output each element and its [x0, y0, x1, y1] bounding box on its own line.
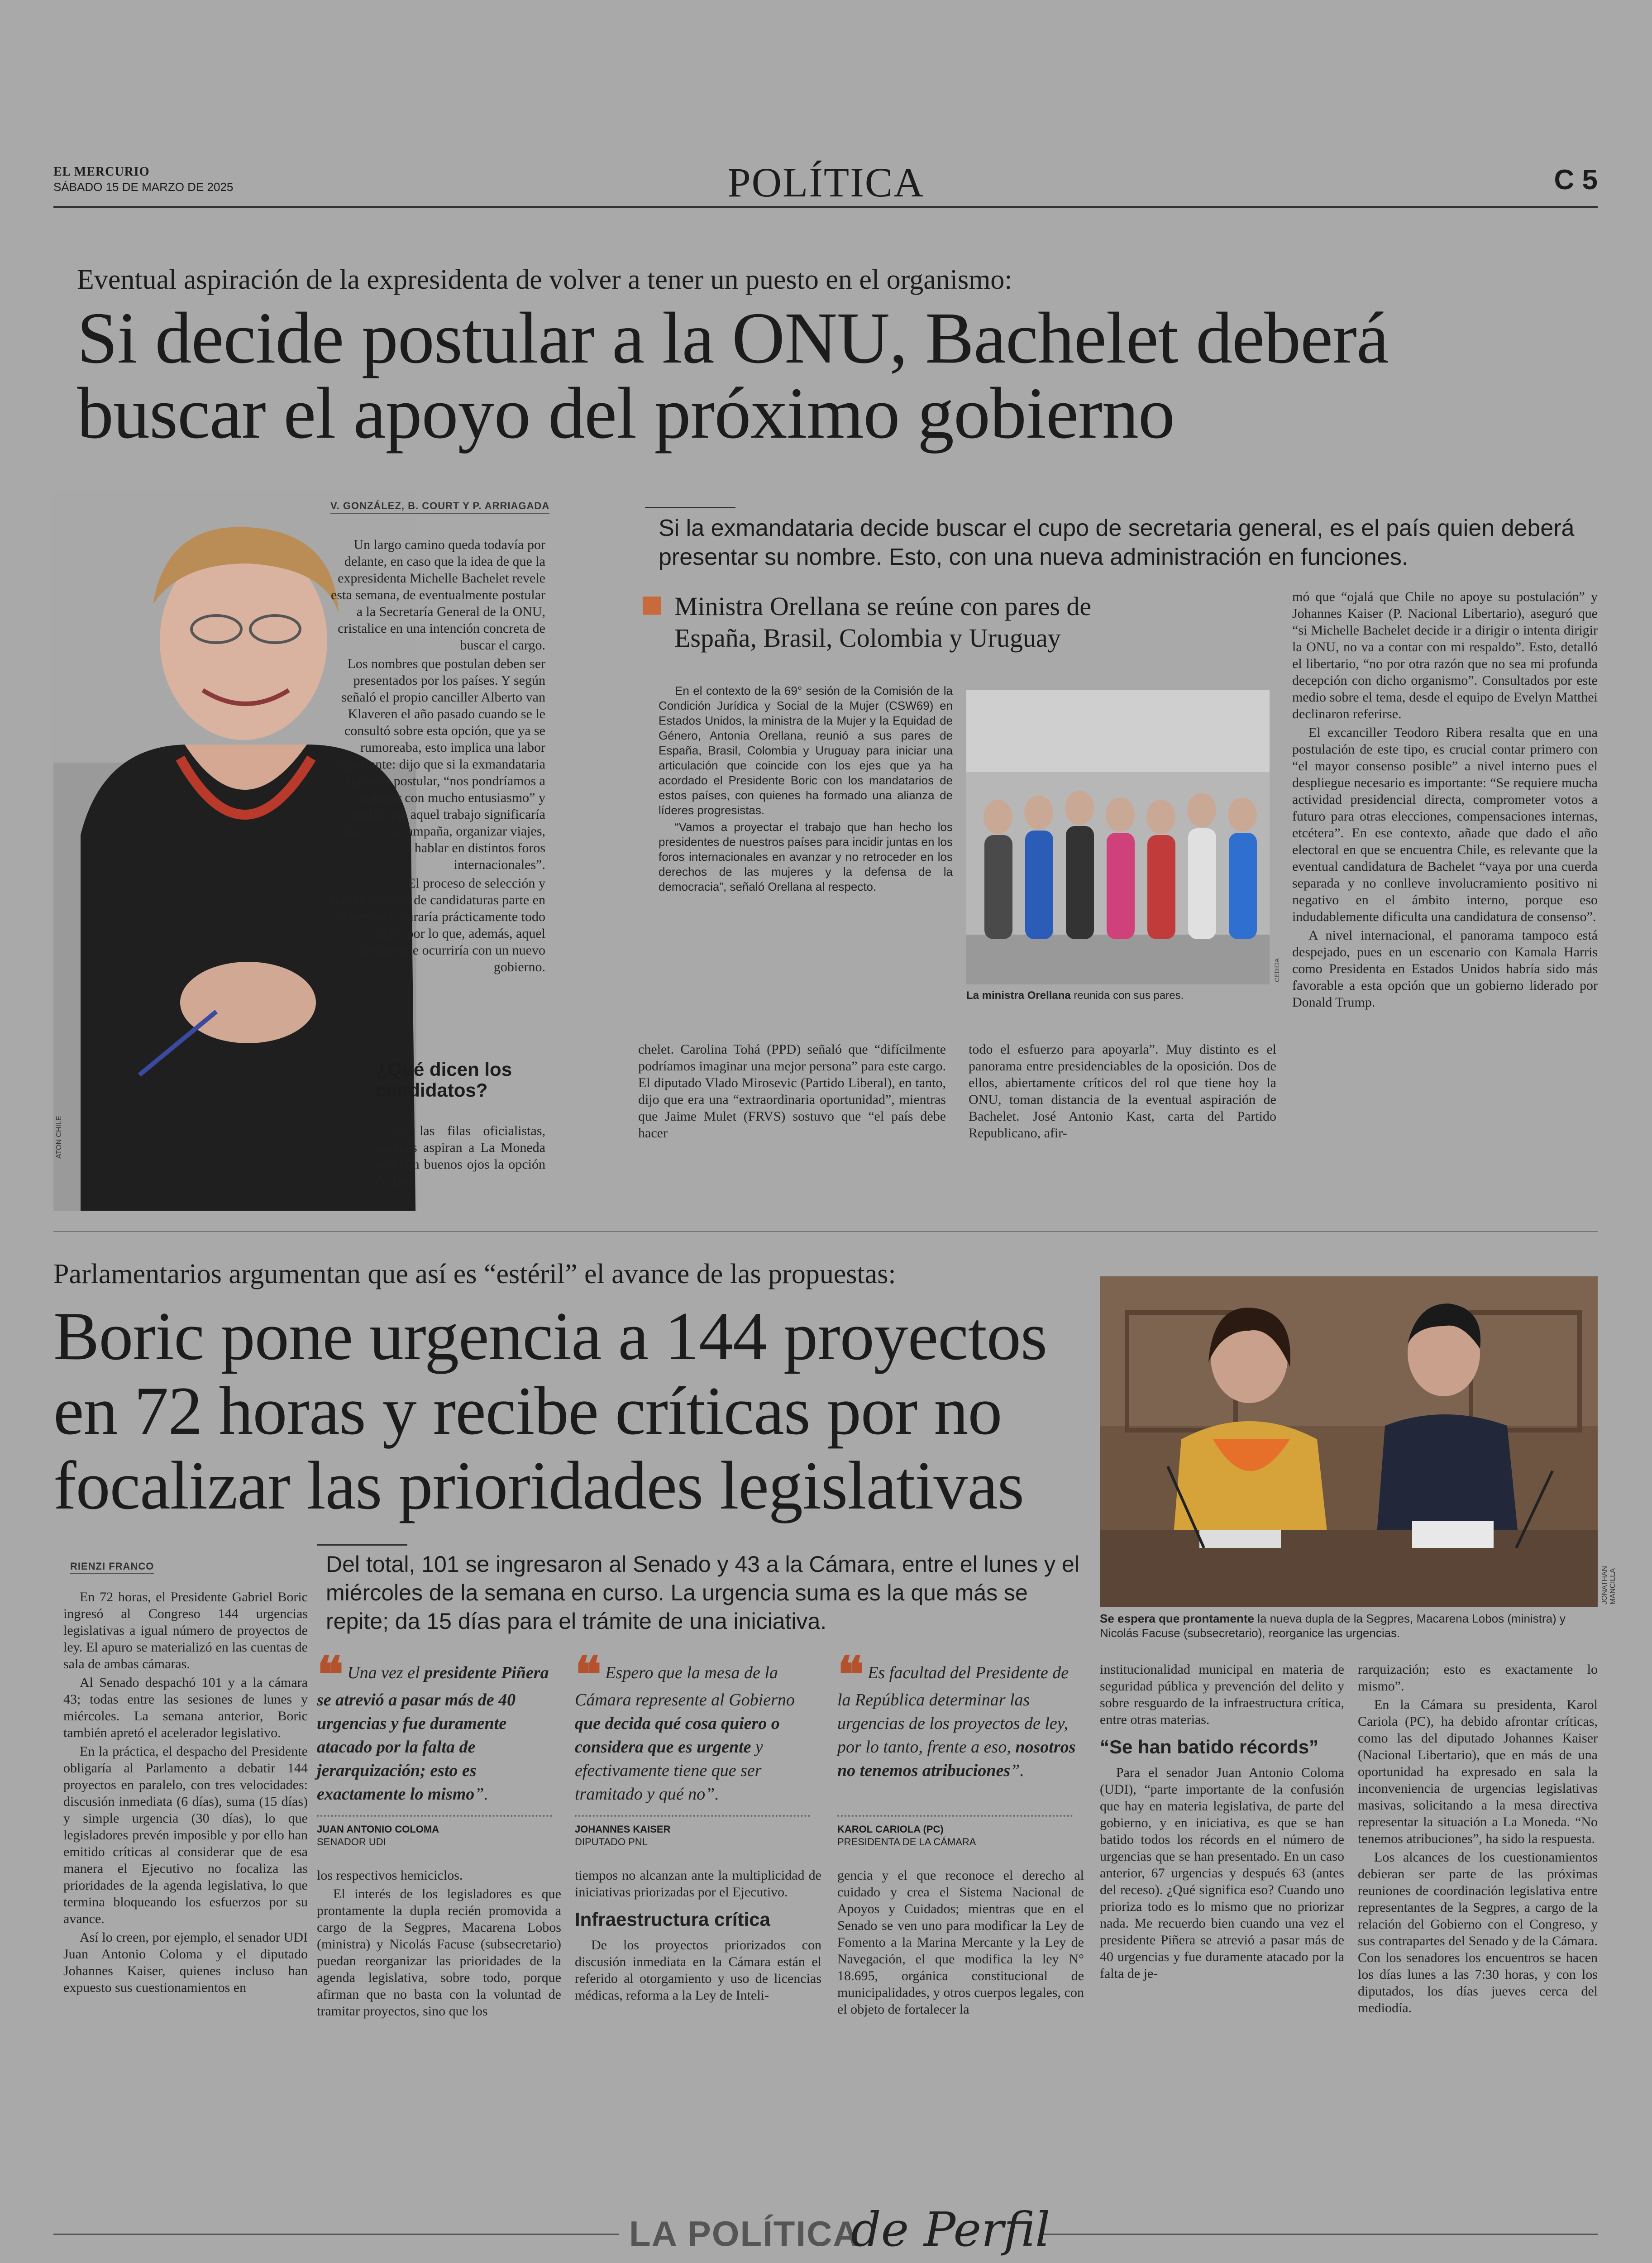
deck-rule	[645, 507, 735, 508]
segpres-caption-bold: Se espera que prontamente	[1100, 1612, 1254, 1625]
article2-col4-p: gencia y el que reconoce el derecho al cuidado y crea el Sistema Nacional de Apoyos y Cuidados; mientras que en el Senado se ven uno para modificar la Ley de Fomento a la Marina Mercante y la Ley de Navegación, el que modifica la ley N° 18.695, orgánica constitucional de municipalidades, y otros cuerpos legales, con el objeto de fortalecer la	[837, 1868, 1084, 2017]
orellana-caption	[966, 989, 1274, 1003]
article1-col1b	[376, 1122, 545, 1191]
quote-kaiser	[575, 1645, 821, 1806]
orellana-caption-text: reunida con sus pares.	[1070, 989, 1184, 1002]
article1-kicker: Eventual aspiración de la expresidenta de volver a tener un puesto en el organismo:	[77, 264, 1012, 295]
orellana-photo-art	[966, 690, 1270, 984]
segpres-photo	[1100, 1276, 1598, 1607]
article2-byline	[70, 1561, 154, 1574]
segpres-photo-art	[1100, 1276, 1598, 1607]
box-bullet	[643, 597, 661, 615]
segpres-caption	[1100, 1611, 1598, 1640]
article1-headline: Si decide postular a la ONU, Bachelet deberá buscar el apoyo del próximo gobierno	[77, 298, 1389, 454]
quote-coloma-mark: ❝	[317, 1645, 344, 1704]
article2-col2	[317, 1867, 561, 2021]
quote-coloma	[317, 1645, 563, 1806]
article1-col2-p: chelet. Carolina Tohá (PPD) señaló que “difícilmente podríamos imaginar una mejor persona” para este cargo. El diputado Vlado Mirosevic (Partido Liberal), en tanto, dijo que era una “extraordinaria oportunidad”, mientras que Jaime Mulet (FRVS) sostuvo que “el país debe hacer	[638, 1042, 946, 1141]
article1-col4-p1: mó que “ojalá que Chile no apoye su postulación” y Johannes Kaiser (P. Nacional Libertario), aseguró que “si Michelle Bachelet decide ir a dirigir o intenta dirigir la ONU, no va a contar con mi respaldo”. Esto, detalló el libertario, “no por otra razón que no sea mi profunda decepción con dicho organismo”. Consultados por este medio sobre el tema, desde el equipo de Evelyn Matthei declinaron referirse.	[1292, 589, 1598, 721]
quote-cariola-role: PRESIDENTA DE LA CÁMARA	[837, 1836, 976, 1848]
article1-deck: Si la exmandataria decide buscar el cupo de secretaria general, es el país quien deberá presentar su nombre. Esto, con una nueva administración en funciones.	[659, 515, 1575, 570]
quote-coloma-name: JUAN ANTONIO COLOMA	[317, 1824, 439, 1835]
banner-de-perfil: de Perfil	[851, 2202, 1050, 2257]
article1-col4-p3: A nivel internacional, el panorama tampoco está despejado, pues en un escenario con Kamala Harris como Presidenta en Estados Unidos habría sido más favorable a esta opción que un gobierno liderado por Donald Trump.	[1292, 928, 1598, 1010]
quote-cariola-name: KAROL CARIOLA (PC)	[837, 1824, 944, 1835]
article2-col1-p2: Al Senado despachó 101 y a la cámara 43; todas entre las sesiones de lunes y miércoles. La semana anterior, Boric también apretó el acelerador legislativo.	[63, 1675, 308, 1740]
quote-kaiser-b: que decida qué cosa quiero o considera que es urgente	[575, 1714, 780, 1757]
article2-col5	[1100, 1661, 1344, 1984]
article1-byline-text: V. GONZÁLEZ, B. COURT Y P. ARRIAGADA	[330, 500, 549, 514]
article2-col1	[63, 1589, 308, 1998]
issue-date: SÁBADO 15 DE MARZO DE 2025	[53, 180, 234, 194]
article2-deck: Del total, 101 se ingresaron al Senado y 43 a la Cámara, entre el lunes y el miércoles de la semana en curso. La urgencia suma es la que más se repite; da 15 días para el trámite de una iniciativa.	[326, 1552, 1079, 1634]
banner-la-politica: LA POLÍTICA	[629, 2214, 859, 2253]
orellana-box-title: Ministra Orellana se reúne con pares de España, Brasil, Colombia y Uruguay	[674, 592, 1092, 653]
infra-subhead: Infraestructura crítica	[575, 1909, 770, 1930]
quote-kaiser-author	[575, 1815, 810, 1848]
article2-col6-p1: rarquización; esto es exactamente lo mismo”.	[1358, 1662, 1598, 1694]
section-title: POLÍTICA	[727, 159, 925, 205]
page-number: C 5	[1554, 164, 1598, 196]
article1-col1-p2: Los nombres que postulan deben ser presentados por los países. Y según señaló el propio canciller Alberto van Klaveren el año pasado cuando se le consultó sobre esta opción, que ya se rumoreaba, esto implica una labor importante: dijo que si la exmandataria quisiera postular, “nos pondríamos a trabajar con mucho entusiasmo” y detalló que aquel trabajo significaría “hacer una campaña, organizar viajes, hablar en distintos foros internacionales”.	[333, 656, 545, 872]
quote-kaiser-c: y efectivamente tiene que ser tramitado y qué no”.	[575, 1738, 763, 1804]
article2-byline-text: RIENZI FRANCO	[70, 1561, 154, 1574]
quote-cariola-c: ”.	[1010, 1761, 1024, 1780]
article1-col4	[1292, 588, 1598, 1012]
masthead-rule	[53, 206, 1598, 208]
quote-coloma-b: presidente Piñera se atrevió a pasar más de 40 urgencias y fue duramente atacado por la falta de jerarquización; esto es exactamente lo mismo	[317, 1663, 549, 1804]
banner-rule-right	[1041, 2234, 1598, 2235]
article2-col2-p1: los respectivos hemiciclos.	[317, 1868, 463, 1883]
article1-col4-p2: El excanciller Teodoro Ribera resalta que en una postulación de este tipo, es crucial contar primero con “el mayor consenso posible” a nivel interno pues el despliegue necesario es importante: “Se requiere mucha actividad presidencial directa, comprometer votos a futuro para otras elecciones, compensaciones internas, etcétera”. En ese contexto, añade que dado el año electoral en que se encuentra Chile, es relevante que la eventual candidatura de Bachelet “vaya por una cuerda separada y no conlleve involucramiento positivo ni negativo en el ámbito interno, porque eso indudablemente dificulta una candidatura de consenso”.	[1292, 725, 1598, 924]
quote-kaiser-a: Espero que la mesa de la Cámara represente al Gobierno	[575, 1663, 795, 1709]
quote-coloma-role: SENADOR UDI	[317, 1836, 386, 1848]
article2-col6-p3: Los alcances de los cuestionamientos debieran ser parte de las próximas reuniones de coordinación legislativa entre representantes de la Segpres, a cargo de la relación del Gobierno con el Congreso, y sus contrapartes del Senado y de la Cámara. Con los senadores los encuentros se hacen los días lunes a las 7:30 horas, y con los diputados, los días jueves cerca del mediodía.	[1358, 1850, 1598, 2015]
article2-col5-p2: Para el senador Juan Antonio Coloma (UDI), “parte importante de la confusión que hay en materia legislativa, de parte del gobierno, y en iniciativa, es que se han batido todos los récords en el número de urgencias que se han presentado. En un caso anterior, 67 urgencias y después 63 (antes del receso). ¿Qué significa eso? Cuando uno prioriza todo es lo mismo que no priorizar nada. Me recuerdo bien cuando una vez el presidente Piñera se atrevió a pasar más de 40 urgencias y fue duramente atacado por la falta de je-	[1100, 1765, 1344, 1981]
article2-headline: Boric pone urgencia a 144 proyectos en 72 horas y recibe críticas por no focalizar las prioridades legislativas	[53, 1298, 1047, 1523]
article1-col3-p: todo el esfuerzo para apoyarla”. Muy distinto es el panorama entre presidenciables de la oposición. Dos de ellos, abiertamente críticos del rol que tiene hoy la ONU, toman distancia de la eventual aspiración de Bachelet. José Antonio Kast, carta del Partido Republicano, afir-	[969, 1042, 1276, 1141]
article1-byline	[330, 500, 549, 514]
article1-col1	[330, 536, 545, 977]
quote-coloma-author	[317, 1815, 552, 1848]
article2-col6	[1358, 1661, 1598, 2018]
paper-name: EL MERCURIO	[53, 165, 150, 179]
article1-col1-p3: El proceso de selección y nombramiento de candidaturas parte en diciembre y duraría prácticamente todo 2026, por lo que, además, aquel despliegue ocurriría con un nuevo gobierno.	[331, 876, 545, 974]
article2-col2-p2: El interés de los legisladores es que prontamente la dupla recién promovida a cargo de la Segpres, Macarena Lobos (ministra) y Nicolás Facuse (subsecretario) puedan reorganizar las prioridades de la agenda legislativa, sobre todo, porque afirman que no basta con la voluntad de tramitar proyectos, sino que los	[317, 1886, 561, 2019]
records-subhead: “Se han batido récords”	[1100, 1736, 1319, 1757]
article1-col1-p1: Un largo camino queda todavía por delante, en caso que la idea de que la expresidenta Michelle Bachelet revele esta semana, de eventualmente postular a la Secretaría General de la ONU, cristalice en una intención concreta de buscar el cargo.	[331, 537, 545, 653]
article1-col2	[638, 1041, 946, 1143]
article2-col4	[837, 1867, 1084, 2020]
quote-cariola-mark: ❝	[837, 1645, 864, 1704]
bachelet-photo-credit: ATON CHILE	[55, 1116, 63, 1159]
article2-col3-p1: tiempos no alcanzan ante la multiplicidad de iniciativas priorizadas por el Ejecutivo.	[575, 1868, 821, 1900]
quote-kaiser-role: DIPUTADO PNL	[575, 1836, 648, 1848]
banner-rule-left	[53, 2234, 619, 2235]
quote-kaiser-mark: ❝	[575, 1645, 602, 1704]
orellana-caption-bold: La ministra Orellana	[966, 989, 1071, 1002]
article2-col3-p2: De los proyectos priorizados con discusión inmediata en la Cámara están el referido al otorgamiento y uso de licencias médicas, reforma a la Ley de Inteli-	[575, 1938, 821, 2003]
article2-col1-p4: Así lo creen, por ejemplo, el senador UDI Juan Antonio Coloma y el diputado Johannes Kaiser, quienes incluso han expuesto sus cuestionamientos en	[63, 1930, 308, 1995]
quote-cariola-b: nosotros no tenemos atribuciones	[837, 1738, 1076, 1780]
article1-col3	[969, 1041, 1276, 1143]
article2-col3	[575, 1867, 821, 2005]
orellana-box-body	[659, 683, 953, 896]
orellana-box-p1: En el contexto de la 69° sesión de la Comisión de la Condición Jurídica y Social de la Mujer (CSW69) en Estados Unidos, la ministra de la Mujer y la Equidad de Género, Antonia Orellana, reunió a sus pares de España, Brasil, Colombia y Uruguay para iniciar una articulación que coincide con los ejes que ya ha acordado el Presidente Boric con los mandatarios de estos países, con quienes ha formado una alianza de líderes progresistas.	[659, 684, 953, 817]
article2-col1-p3: En la práctica, el despacho del Presidente obligaría al Parlamento a debatir 144 proyectos en paralelo, con tres velocidades: discusión inmediata (6 días), suma (15 días) y simple urgencia (30 días), lo que legisladores prevén imposible y por ello han emitido críticas al considerar que de esa manera el Ejecutivo no focaliza las prioridades de la agenda legislativa, lo que termina bloqueando los esfuerzos por su avance.	[63, 1744, 308, 1926]
quote-coloma-c: ”.	[474, 1785, 488, 1804]
orellana-photo	[966, 690, 1270, 984]
segpres-photo-credit: JONATHAN MANCILLA	[1601, 1566, 1617, 1604]
article2-deck-rule	[317, 1544, 407, 1546]
quote-cariola-a: Es facultad del Presidente de la República determinar las urgencias de los proyectos de ley, por lo tanto, frente a eso,	[837, 1663, 1069, 1757]
quote-coloma-a: Una vez el	[347, 1663, 425, 1682]
quote-kaiser-name: JOHANNES KAISER	[575, 1824, 671, 1835]
article2-kicker: Parlamentarios argumentan que así es “estéril” el avance de las propuestas:	[53, 1259, 896, 1289]
orellana-box-p2: “Vamos a proyectar el trabajo que han hecho los presidentes de nuestros países para incidir juntas en los foros internacionales en avanzar y no retroceder en los derechos de las mujeres y la defensa de la democracia”, señaló Orellana al respecto.	[659, 820, 953, 893]
article1-subhead: ¿Qué dicen los candidatos?	[376, 1059, 512, 1101]
orellana-photo-credit: CEDIDA	[1273, 958, 1280, 982]
article1-col1b-p: En las filas oficialistas, quienes aspiran a La Moneda ven con buenos ojos la opción de Ba-	[376, 1123, 545, 1189]
segpres-caption-text: la nueva dupla de la Segpres, Macarena Lobos (ministra) y Nicolás Facuse (subsecretario), reorganice las urgencias.	[1100, 1612, 1566, 1640]
quote-cariola-author	[837, 1815, 1073, 1848]
article-divider-1	[53, 1231, 1598, 1232]
article2-col5-p1: institucionalidad municipal en materia de seguridad pública y prevención del delito y sobre resguardo de la infraestructura crítica, entre otras materias.	[1100, 1662, 1344, 1727]
article2-col1-p1: En 72 horas, el Presidente Gabriel Boric ingresó al Congreso 144 urgencias legislativas a igual número de proyectos de ley. El apuro se materializó en las cuentas de sala de ambas cámaras.	[63, 1590, 308, 1671]
quote-cariola	[837, 1645, 1084, 1782]
article2-col6-p2: En la Cámara su presidenta, Karol Cariola (PC), ha debido afrontar críticas, como las del diputado Johannes Kaiser (Nacional Libertario), que en más de una oportunidad ha expresado en sala la inconveniencia de urgencias legislativas masivas, solicitando a la mesa directiva representar la situación a La Moneda. “No tenemos atribuciones”, ha sido la respuesta.	[1358, 1697, 1598, 1846]
